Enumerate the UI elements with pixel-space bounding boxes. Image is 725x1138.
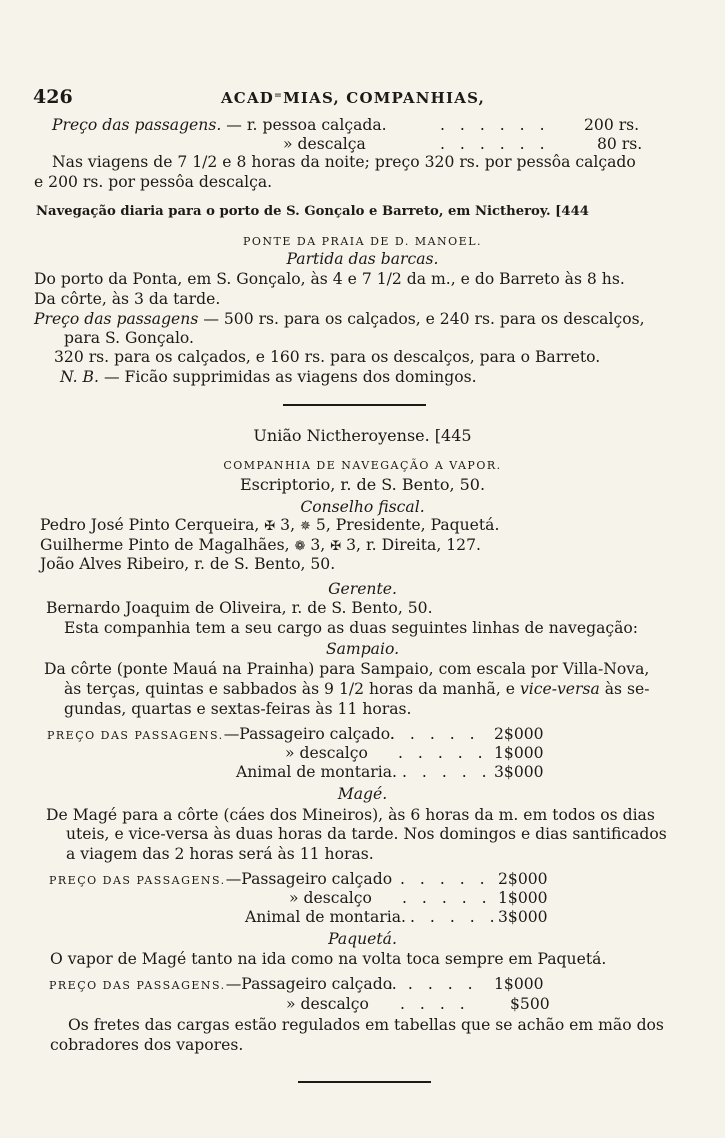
price-row: Animal de montaria. (236, 763, 397, 781)
gerente-name: Bernardo Joaquim de Oliveira, r. de S. Bento, 50. (46, 599, 433, 617)
dot-leader: . . . . . (390, 725, 480, 743)
dot-leader: . . . . . (398, 744, 488, 762)
price-value: 80 rs. (597, 135, 643, 153)
gerente-heading: Gerente. (328, 580, 397, 598)
paragraph-line: O vapor de Magé tanto na ida como na volta toca sempre em Paquetá. (50, 950, 607, 968)
member-row (40, 516, 499, 536)
price-row: Animal de montaria. (245, 908, 406, 926)
line-text: às se- (604, 680, 650, 698)
price-label: —Passageiro calçado. (225, 975, 397, 993)
paragraph-line: cobradores dos vapores. (50, 1036, 244, 1054)
price-label: —Passageiro calçado. (223, 725, 395, 743)
dot-leader: . . . . . . (440, 135, 550, 153)
dot-leader: . . . . . (388, 975, 478, 993)
paragraph-line: 320 rs. para os calçados, e 160 rs. para os descalços, para o Barreto. (54, 348, 601, 366)
member-name: Guilherme Pinto de Magalhães, (40, 536, 290, 554)
price-value: 3$000 (498, 908, 548, 926)
price-row: » descalço (285, 744, 368, 762)
dot-leader: . . . . . (402, 889, 492, 907)
member-detail: 5, Presidente, Paquetá. (315, 516, 500, 534)
route-heading: Sampaio. (325, 640, 400, 658)
paragraph-line: para S. Gonçalo. (64, 329, 195, 347)
company-title: União Nictheroyense. [445 (253, 426, 472, 445)
member-detail: 3, r. Direita, 127. (346, 536, 481, 554)
price-row (47, 725, 395, 745)
paragraph-line: Da côrte, às 3 da tarde. (34, 290, 221, 308)
price-value: 1$000 (498, 889, 548, 907)
paragraph-line: Do porto da Ponta, em S. Gonçalo, às 4 e 7 1/2 da m., e do Barreto às 8 hs. (34, 270, 625, 288)
line-text-italic: vice-versa (519, 680, 600, 698)
price-row: » descalço (286, 995, 369, 1013)
subheading: PONTE DA PRAIA DE D. MANOEL. (242, 235, 483, 248)
member-name: Pedro José Pinto Cerqueira, (40, 516, 260, 534)
barcas-price-row-1 (52, 116, 387, 135)
member-row: João Alves Ribeiro, r. de S. Bento, 50. (40, 555, 336, 573)
preco-label: PREÇO DAS PASSAGENS. (47, 729, 224, 742)
price-value: $500 (510, 995, 550, 1013)
price-value: 3$000 (494, 763, 544, 781)
dot-leader: . . . . . . (440, 116, 550, 134)
price-value: 2$000 (494, 725, 544, 743)
dot-leader: . . . . (400, 995, 470, 1013)
price-value: 1$000 (494, 975, 544, 993)
order-star-icon: ✵ (300, 519, 311, 534)
section-divider (283, 404, 426, 406)
paragraph-line: Esta companhia tem a seu cargo as duas seguintes linhas de navegação: (64, 619, 639, 637)
section-divider (298, 1081, 431, 1083)
subheading-italic: Partida das barcas. (286, 250, 439, 268)
paragraph-line: Da côrte (ponte Mauá na Prainha) para Sampaio, com escala por Villa-Nova, (44, 660, 650, 678)
price-value: 2$000 (498, 870, 548, 888)
escriptorio: Escriptorio, r. de S. Bento, 50. (239, 475, 486, 494)
price-row (49, 975, 397, 995)
paragraph-line: Nas viagens de 7 1/2 e 8 horas da noite; preço 320 rs. por pessôa calçado (52, 153, 636, 171)
nb-text: — Ficão supprimidas as viagens dos domingos. (103, 368, 477, 386)
company-subtitle: COMPANHIA DE NAVEGAÇÃO A VAPOR. (223, 459, 502, 472)
paragraph-line: uteis, e vice-versa às duas horas da tarde. Nos domingos e dias santificados (66, 825, 667, 843)
price-value: 1$000 (494, 744, 544, 762)
dot-leader: . . . . . (410, 908, 500, 926)
paragraph-line (64, 680, 650, 699)
paragraph-line: e 200 rs. por pessôa descalça. (34, 173, 273, 191)
page-number: 426 (33, 86, 73, 108)
preco-text: — 500 rs. para os calçados, e 240 rs. para os descalços, (203, 310, 645, 328)
member-row (40, 536, 481, 556)
row-text: — r. pessoa calçada. (226, 116, 387, 134)
preco-label: PREÇO DAS PASSAGENS. (49, 874, 226, 887)
preco-label: Preço das passagens (34, 310, 199, 328)
running-header (33, 88, 673, 110)
price-row: » descalço (289, 889, 372, 907)
section-heading: Navegação diaria para o porto de S. Gonçalo e Barreto, em Nictheroy. [444 (36, 204, 589, 219)
dot-leader: . . . . . (400, 870, 490, 888)
paragraph-line: a viagem das 2 horas será às 11 horas. (66, 845, 374, 863)
price-value: 200 rs. (584, 116, 640, 134)
dot-leader: . . . . . (402, 763, 492, 781)
order-cross-icon: ✠ (330, 539, 342, 554)
paragraph-line: gundas, quartas e sextas-feiras às 11 horas. (64, 700, 412, 718)
header-title: ACAD⁼MIAS, COMPANHIAS, (220, 89, 486, 107)
nota-bene (60, 368, 477, 387)
barcas-price-row-2: » descalça (283, 135, 366, 153)
nb-label: N. B. (60, 368, 99, 386)
route-heading: Magé. (337, 785, 388, 803)
preco-label: Preço das passagens. (52, 116, 222, 134)
paragraph-line (34, 310, 645, 329)
paragraph-line: Os fretes das cargas estão regulados em tabellas que se achão em mão dos (68, 1016, 664, 1034)
preco-label: PREÇO DAS PASSAGENS. (49, 979, 226, 992)
order-cross-icon: ✠ (264, 519, 276, 534)
member-grade: 3, (280, 516, 296, 534)
line-text: às terças, quintas e sabbados às 9 1/2 horas da manhã, e (64, 680, 515, 698)
conselho-heading: Conselho fiscal. (300, 498, 425, 516)
price-row (49, 870, 392, 890)
rose-icon: ❁ (294, 539, 306, 554)
price-label: —Passageiro calçado (225, 870, 393, 888)
member-grade: 3, (310, 536, 326, 554)
route-heading: Paquetá. (328, 930, 397, 948)
paragraph-line: De Magé para a côrte (cáes dos Mineiros), às 6 horas da m. em todos os dias (46, 806, 655, 824)
